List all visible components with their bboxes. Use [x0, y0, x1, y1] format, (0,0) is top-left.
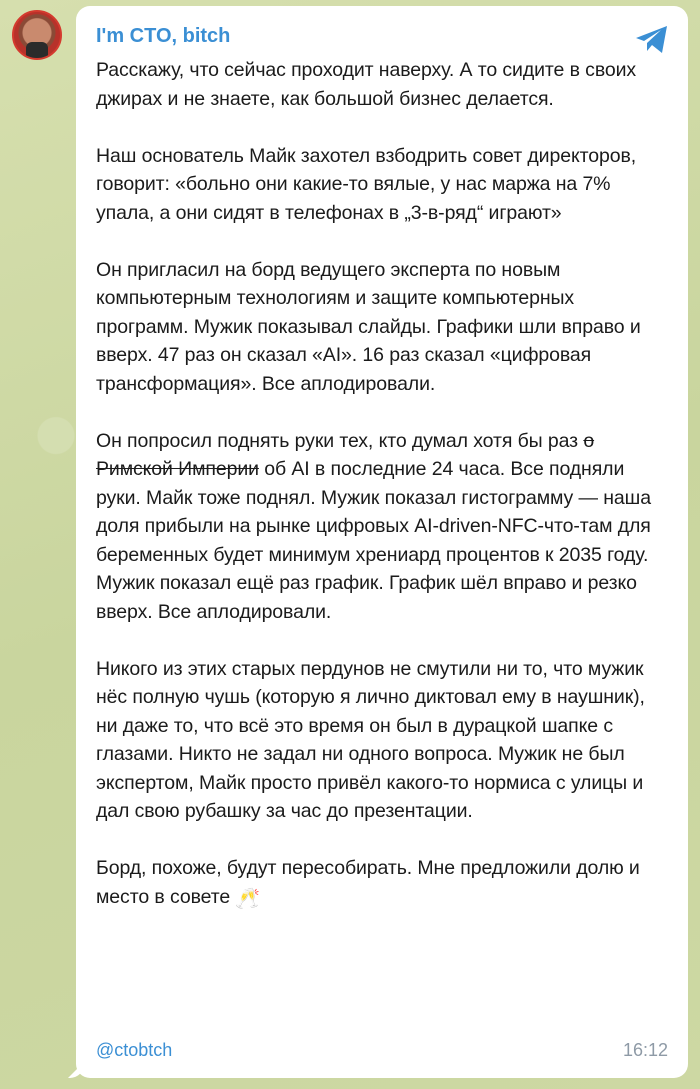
channel-avatar[interactable] — [12, 10, 62, 60]
message-footer — [96, 1038, 668, 1062]
paragraph: Никого из этих старых пердунов не смутили ни то, что мужик нёс полную чушь (которую я лично диктовал ему в наушник), ни даже то, что всё это время он был в дурацкой шапке с глазами. Никто не задал ни одного вопроса. Мужик не был экспертом, Майк просто привёл какого-то нормиса с улицы и дал свою рубашку за час до презентации. — [96, 657, 645, 822]
paragraph-text: Он попросил поднять руки тех, кто думал хотя бы раз — [96, 429, 584, 452]
paragraph — [96, 427, 668, 627]
channel-handle-link[interactable]: @ctobtch — [96, 1040, 173, 1060]
channel-name[interactable]: I'm CTO, bitch — [96, 25, 231, 47]
message-bubble — [76, 6, 688, 1078]
message-time: 16:12 — [622, 1040, 668, 1060]
strikethrough-text: о Римской Империи — [96, 429, 595, 480]
toast-emoji-icon: 🥂 — [235, 887, 261, 910]
telegram-plane-icon[interactable] — [634, 24, 670, 56]
paragraph: Он пригласил на борд ведущего эксперта по новым компьютерным технологиям и защите компьютерных программ. Мужик показывал слайды. Графики шли вправо и вверх. 47 раз он сказал «AI». 16 раз сказал «цифровая трансформация». Все аплодировали. — [96, 258, 641, 395]
paragraph: Расскажу, что сейчас проходит наверху. А то сидите в своих джирах и не знаете, как большой бизнес делается. — [96, 59, 637, 110]
paragraph-text: об AI в последние 24 часа. Все подняли руки. Майк тоже поднял. Мужик показал гистограмму — наша доля прибыли на рынке цифровых AI-driven-NFC-что-там для беременных будет минимум хрениард процентов к 2035 году. Мужик показал ещё раз график. График шёл вправо и резко вверх. Все аплодировали. — [96, 458, 651, 623]
paragraph — [96, 854, 668, 911]
paragraph: Наш основатель Майк захотел взбодрить совет директоров, говорит: «больно они какие-то вялые, у нас маржа на 7% упала, а они сидят в телефонах в „3-в-ряд“ играют» — [96, 144, 637, 224]
message-text — [96, 56, 668, 911]
paragraph-text: Борд, похоже, будут пересобирать. Мне предложили долю и место в совете — [96, 857, 640, 908]
